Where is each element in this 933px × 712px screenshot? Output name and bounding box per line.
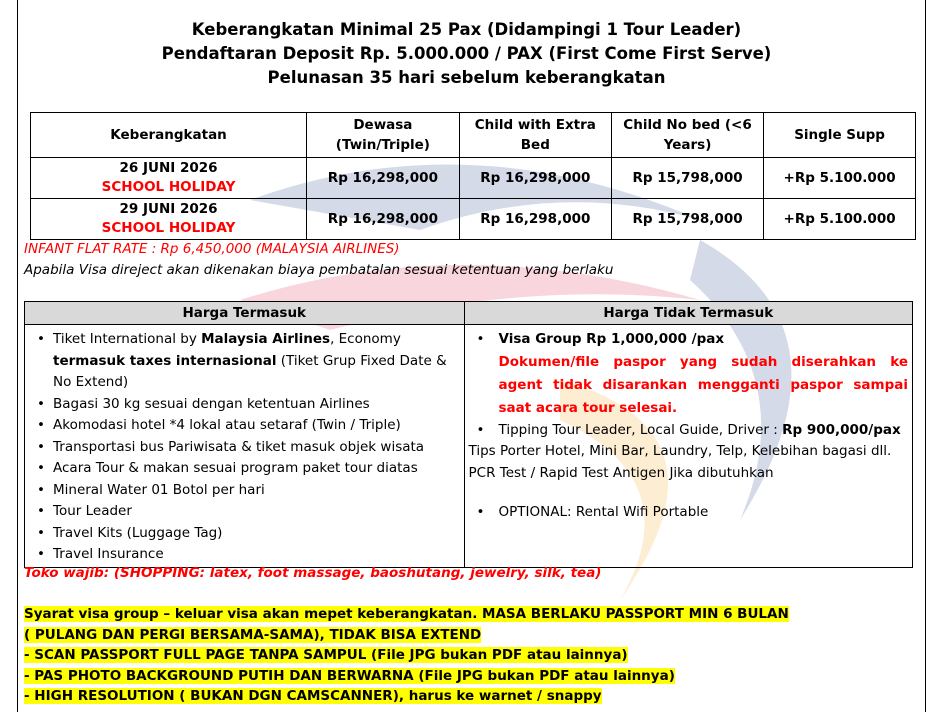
list-item: • Bagasi 30 kg sesuai dengan ketentuan Airlines <box>31 394 460 416</box>
departure-cell <box>31 199 307 240</box>
requirement-line: - HIGH RESOLUTION ( BUKAN DGN CAMSCANNER), harus ke warnet / snappy <box>24 688 602 704</box>
table-row <box>31 158 916 199</box>
list-item: • OPTIONAL: Rental Wifi Portable <box>469 502 908 524</box>
price-child-nobed: Rp 15,798,000 <box>611 199 763 240</box>
visa-reject-note: Apabila Visa direject akan dikenakan biaya pembatalan sesuai ketentuan yang berlaku <box>24 262 614 278</box>
departure-date: 29 JUNI 2026 <box>119 201 218 217</box>
passport-warning: Dokumen/file paspor yang sudah diserahkan ke agent tidak disarankan mengganti paspor sampai saat acara tour selesai. <box>498 353 908 416</box>
col-keberangkatan: Keberangkatan <box>31 113 307 158</box>
price-dewasa: Rp 16,298,000 <box>307 158 460 199</box>
mandatory-shopping-note: Toko wajib: (SHOPPING: latex, foot massage, baoshutang, jewelry, silk, tea) <box>24 565 602 581</box>
list-item: PCR Test / Rapid Test Antigen Jika dibutuhkan <box>468 464 774 481</box>
list-item: • Tour Leader <box>31 501 460 523</box>
list-item: • Tiket International by Malaysia Airlines, Economy termasuk taxes internasional (Tiket Grup Fixed Date & No Extend) <box>31 329 460 394</box>
list-item: • Tipping Tour Leader, Local Guide, Driver : Rp 900,000/pax <box>469 420 908 442</box>
price-child-nobed: Rp 15,798,000 <box>611 158 763 199</box>
excluded-list <box>469 329 908 524</box>
list-item: • Transportasi bus Pariwisata & tiket masuk objek wisata <box>31 437 460 459</box>
requirement-line: Syarat visa group – keluar visa akan mepet keberangkatan. MASA BERLAKU PASSPORT MIN 6 BULAN <box>24 606 789 622</box>
requirement-line: - SCAN PASSPORT FULL PAGE TANPA SAMPUL (File JPG bukan PDF atau lainnya) <box>24 647 628 663</box>
infant-rate: INFANT FLAT RATE : Rp 6,450,000 (MALAYSIA AIRLINES) <box>24 241 400 257</box>
frame-left-line <box>17 0 18 712</box>
list-item: • Akomodasi hotel *4 lokal atau setaraf (Twin / Triple) <box>31 415 460 437</box>
visa-requirements <box>24 604 789 707</box>
price-single: +Rp 5.100.000 <box>764 158 916 199</box>
included-heading: Harga Termasuk <box>25 302 465 325</box>
price-single: +Rp 5.100.000 <box>764 199 916 240</box>
list-item: • Mineral Water 01 Botol per hari <box>31 480 460 502</box>
inclusion-table <box>24 301 913 568</box>
requirement-line: - PAS PHOTO BACKGROUND PUTIH DAN BERWARNA (File JPG bukan PDF atau lainnya) <box>24 667 675 684</box>
list-item: • Visa Group Rp 1,000,000 /pax <box>469 329 908 351</box>
col-dewasa: Dewasa (Twin/Triple) <box>307 113 460 158</box>
departure-note: SCHOOL HOLIDAY <box>101 179 236 195</box>
price-child-extra: Rp 16,298,000 <box>459 158 611 199</box>
included-list <box>31 329 460 566</box>
header-line-2: Pendaftaran Deposit Rp. 5.000.000 / PAX (First Come First Serve) <box>161 44 772 63</box>
col-child-extra-bed: Child with Extra Bed <box>459 113 611 158</box>
departure-note: SCHOOL HOLIDAY <box>101 220 236 236</box>
list-item: • Acara Tour & makan sesuai program paket tour diatas <box>31 458 460 480</box>
price-child-extra: Rp 16,298,000 <box>459 199 611 240</box>
requirement-line: ( PULANG DAN PERGI BERSAMA-SAMA), TIDAK BISA EXTEND <box>24 626 482 643</box>
col-single-supp: Single Supp <box>764 113 916 158</box>
price-table <box>30 112 916 240</box>
price-dewasa: Rp 16,298,000 <box>307 199 460 240</box>
price-table-header-row <box>31 113 916 158</box>
departure-cell <box>31 158 307 199</box>
list-item: Tips Porter Hotel, Mini Bar, Laundry, Telp, Kelebihan bagasi dll. <box>468 443 892 459</box>
excluded-heading: Harga Tidak Termasuk <box>464 302 912 325</box>
header-line-1: Keberangkatan Minimal 25 Pax (Didampingi 1 Tour Leader) <box>191 20 742 39</box>
list-item: • Travel Kits (Luggage Tag) <box>31 523 460 545</box>
header-line-3: Pelunasan 35 hari sebelum keberangkatan <box>267 68 666 87</box>
col-child-no-bed: Child No bed (<6 Years) <box>611 113 763 158</box>
list-item: • Travel Insurance <box>31 544 460 566</box>
table-row <box>31 199 916 240</box>
frame-right-line <box>925 0 926 712</box>
departure-date: 26 JUNI 2026 <box>119 160 218 176</box>
included-cell <box>25 325 465 568</box>
excluded-cell <box>464 325 912 568</box>
